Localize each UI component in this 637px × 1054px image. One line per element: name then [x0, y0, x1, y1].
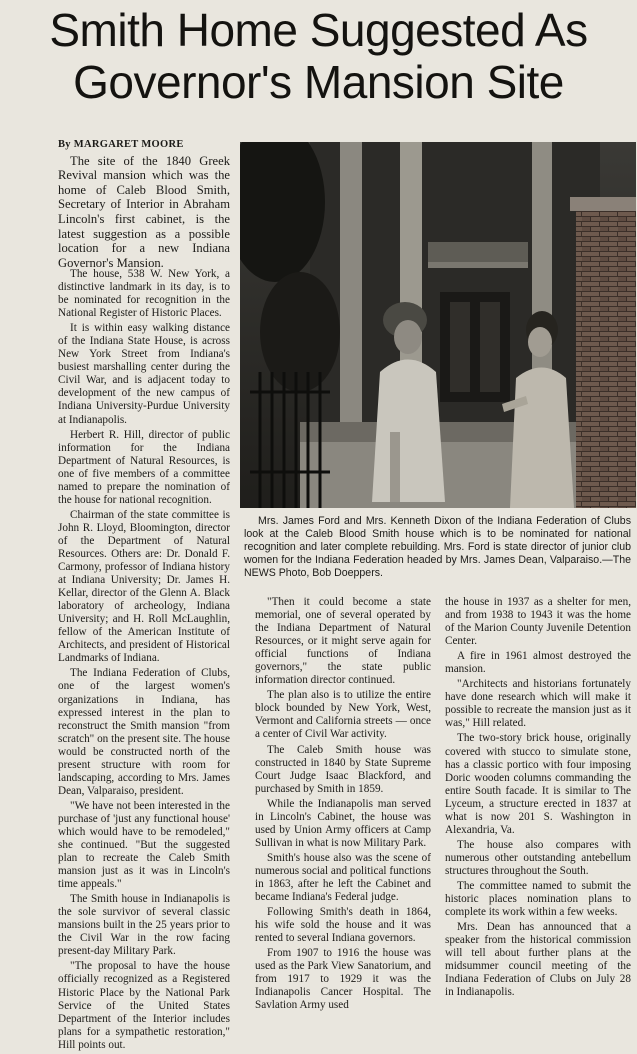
headline-line-1: Smith Home Suggested As: [49, 4, 588, 56]
news-photo: [240, 142, 636, 508]
paragraph: The Caleb Smith house was constructed in 1840 by State Supreme Court Judge Isaac Blackford, and purchased by Smith in 1859.: [255, 743, 431, 795]
paragraph: The committee named to submit the historic places nomination plans to complete its work within a few weeks.: [445, 879, 631, 919]
photo-illustration: [240, 142, 636, 508]
paragraph: Following Smith's death in 1864, his wife sold the house and it was rented to several Indiana governors.: [255, 906, 431, 945]
lede-column: [58, 138, 230, 274]
paragraph: The Smith house in Indianapolis is the sole survivor of several classic mansions built in the 25 years prior to the Civil War in the row facing present-day Military Park.: [58, 893, 230, 958]
paragraph: "Architects and historians fortunately have done research which will make it possible to recreate the mansion just as it was," Hill related.: [445, 678, 631, 730]
paragraph: A fire in 1961 almost destroyed the mansion.: [445, 650, 631, 676]
byline: By MARGARET MOORE: [58, 139, 184, 150]
paragraph: The two-story brick house, originally covered with stucco to simulate stone, has a classic portico with four imposing Doric wooden columns commanding the entire South facade. It is similar to The Lyceum, a structure erected in 1837 at what is now 201 S. Washington in Alexandria, Va.: [445, 732, 631, 836]
paragraph: "The proposal to have the house officially recognized as a Registered Historic Place by the National Park Service of the United States Department of the Interior includes plans for a sympathetic restoration," Hill points out.: [58, 960, 230, 1051]
photo-caption: Mrs. James Ford and Mrs. Kenneth Dixon of the Indiana Federation of Clubs look at the Caleb Blood Smith house which is to be nominated for national recognition and later complete rebuilding. Mrs. Ford is state director of junior club women for the Indiana Federation headed by Mrs. James Dean, Valparaiso.—The NEWS Photo, Bob Doeppers.: [244, 515, 631, 579]
paragraph: Herbert R. Hill, director of public information for the Indiana Department of Natural Resources, is one of five members of a committee named to prepare the nomination of the house for national recognition.: [58, 428, 230, 506]
paragraph: The house, 538 W. New York, a distinctive landmark in its day, is to be nominated for recognition in the National Register of Historic Places.: [58, 268, 230, 320]
paragraph: While the Indianapolis man served in Lincoln's Cabinet, the house was used by Union Army officers at Camp Sullivan in what is now Military Park.: [255, 797, 431, 849]
headline: [0, 4, 637, 108]
paragraph: Chairman of the state committee is John R. Lloyd, Bloomington, director of the Department of Natural Resources. Others are: Dr. Donald F. Carmony, professor of Indiana history at Indiana University; Dr. James H. Kellar, director of the Glenn A. Black laboratory of archeology, Indiana University; and H. Roll McLaughlin, fellow of the American Institute of Architects, and president of Historical Landmarks of Indiana.: [58, 508, 230, 665]
paragraph: The Indiana Federation of Clubs, one of the largest women's organizations in Indiana, has expressed interest in the plan to reconstruct the Smith mansion "from scratch" on the present site. The house would be constructed north of the present structure with room for landscaping, according to Mrs. James Dean, Valparaiso, president.: [58, 667, 230, 797]
article-column-2: [255, 596, 431, 1014]
paragraph: The plan also is to utilize the entire block bounded by New York, West, Vermont and California streets — once a center of Civil War activity.: [255, 689, 431, 741]
headline-line-2: Governor's Mansion Site: [73, 56, 564, 108]
paragraph: "Then it could become a state memorial, one of several operated by the Indiana Department of Natural Resources, or it might serve again for official functions of Indiana governors," the state public information director continued.: [255, 596, 431, 687]
paragraph: It is within easy walking distance of the Indiana State House, is across New York Street from Indiana's busiest marshalling center during the Civil War, and is adjacent today to development of the new campus of Indiana University-Purdue University at Indianapolis.: [58, 322, 230, 426]
paragraph: From 1907 to 1916 the house was used as the Park View Sanatorium, and from 1917 to 1929 it was the Indianapolis Cancer Hospital. The Savlation Army used: [255, 947, 431, 1012]
paragraph: "We have not been interested in the purchase of 'just any functional house' which would have to be remodeled," she continued. "But the suggested plan to recreate the Caleb Smith mansion just as it was in Lincoln's time appeals.": [58, 799, 230, 891]
paragraph: the house in 1937 as a shelter for men, and from 1938 to 1943 it was the home of the Marion County Juvenile Detention Center.: [445, 596, 631, 648]
lede-paragraph: The site of the 1840 Greek Revival mansion which was the home of Caleb Blood Smith, Secretary of Interior in Abraham Lincoln's first cabinet, is the latest suggestion as a possible location for a new Indiana Governor's Mansion.: [58, 153, 230, 270]
paragraph: Mrs. Dean has announced that a speaker from the historical commission will tell about further plans at the midsummer council meeting of the Indiana Federation of Clubs on July 28 in Indianapolis.: [445, 921, 631, 999]
article-column-3: [445, 596, 631, 1001]
article-column-1: [58, 268, 230, 1054]
paragraph: The house also compares with numerous other outstanding antebellum structures throughout the South.: [445, 838, 631, 877]
paragraph: Smith's house also was the scene of numerous social and political functions in 1863, after he left the Cabinet and became Indiana's Federal judge.: [255, 851, 431, 904]
